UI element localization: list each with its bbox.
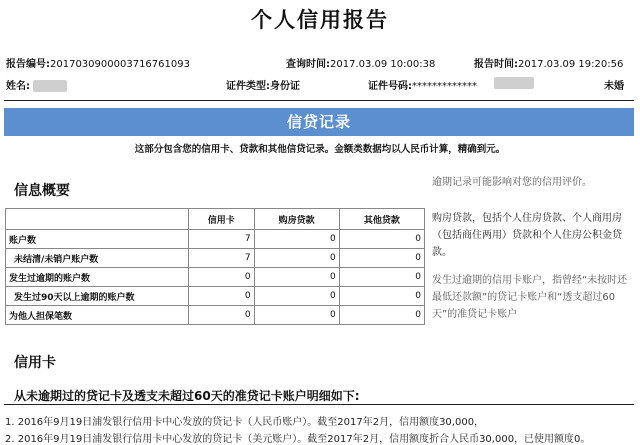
cell-value: 0 — [339, 287, 424, 306]
credit-card-section-title: 信用卡 — [14, 355, 56, 371]
table-row — [6, 249, 425, 268]
row-label: 账户数 — [6, 230, 189, 249]
id-type — [226, 77, 300, 92]
list-item: 2. 2016年9月19日浦发银行信用卡中心发放的贷记卡（美元账户）。截至2017年2月，信用额度折合人民币30,000，已使用额度0。 — [5, 434, 591, 445]
cell-value: 0 — [339, 268, 424, 287]
list-item: 1. 2016年9月19日浦发银行信用卡中心发放的贷记卡（人民币账户）。截至2017年2月，信用额度30,000， — [5, 417, 485, 428]
row-label: 为他人担保笔数 — [6, 306, 189, 325]
name-redacted — [33, 80, 67, 92]
summary-header-row — [6, 209, 425, 230]
mortgage-definition: 购房贷款，包括个人住房贷款、个人商用房（包括商住两用）贷款和个人住房公积金贷款。 — [432, 213, 622, 258]
cell-value: 0 — [189, 268, 255, 287]
query-time-value: 2017.03.09 10:00:38 — [330, 59, 436, 70]
id-number — [368, 77, 477, 92]
column-header-mortgage: 购房贷款 — [254, 209, 339, 230]
id-number-label: 证件号码: — [368, 81, 412, 92]
cell-value: 0 — [339, 306, 424, 325]
name-label: 姓名: — [6, 81, 30, 92]
table-row — [6, 306, 425, 325]
cell-value: 0 — [254, 268, 339, 287]
subhead-divider — [4, 404, 634, 405]
query-time — [286, 55, 435, 70]
report-number-label: 报告编号: — [6, 59, 50, 70]
cell-value: 0 — [339, 230, 424, 249]
cell-value: 0 — [254, 287, 339, 306]
table-row — [6, 230, 425, 249]
summary-corner-cell — [6, 209, 189, 230]
table-row — [6, 287, 425, 306]
header-divider — [4, 100, 634, 101]
cell-value: 0 — [189, 306, 255, 325]
report-title: 个人信用报告 — [251, 8, 389, 32]
cell-value: 0 — [189, 287, 255, 306]
name-row — [6, 77, 67, 92]
row-label: 未结清/未销户账户数 — [6, 249, 189, 268]
table-row — [6, 268, 425, 287]
summary-table — [5, 208, 425, 325]
cell-value: 0 — [254, 249, 339, 268]
marital-status: 未婚 — [604, 81, 624, 92]
overdue-note: 逾期记录可能影响对您的信用评价。 — [432, 177, 592, 188]
credit-records-note: 这部分包含您的信用卡、贷款和其他信贷记录。金额类数据均以人民币计算，精确到元。 — [134, 144, 506, 155]
id-type-label: 证件类型: — [226, 81, 270, 92]
id-number-value: ************* — [412, 81, 477, 92]
report-time-value: 2017.03.09 19:20:56 — [518, 59, 624, 70]
credit-card-subhead: 从未逾期过的贷记卡及透支未超过60天的准贷记卡账户明细如下: — [14, 389, 360, 403]
report-number-value: 2017030900003716761093 — [50, 59, 190, 70]
overdue-account-definition: 发生过逾期的信用卡账户，指曾经“未按时还最低还款额”的贷记卡账户和“透支超过60天”的准贷记卡账户 — [432, 275, 628, 320]
row-label: 发生过逾期的账户数 — [6, 268, 189, 287]
credit-records-banner: 信贷记录 — [4, 108, 634, 136]
cell-value: 0 — [254, 230, 339, 249]
summary-title: 信息概要 — [14, 183, 70, 199]
cell-value: 7 — [189, 249, 255, 268]
cell-value: 0 — [339, 249, 424, 268]
column-header-credit-card: 信用卡 — [189, 209, 255, 230]
query-time-label: 查询时间: — [286, 59, 330, 70]
report-time — [474, 55, 623, 70]
column-header-other-loans: 其他贷款 — [339, 209, 424, 230]
row-label: 发生过90天以上逾期的账户数 — [6, 287, 189, 306]
id-number-redacted — [494, 77, 534, 89]
cell-value: 0 — [254, 306, 339, 325]
report-time-label: 报告时间: — [474, 59, 518, 70]
id-type-value: 身份证 — [270, 81, 300, 92]
report-number — [6, 55, 190, 70]
cell-value: 7 — [189, 230, 255, 249]
